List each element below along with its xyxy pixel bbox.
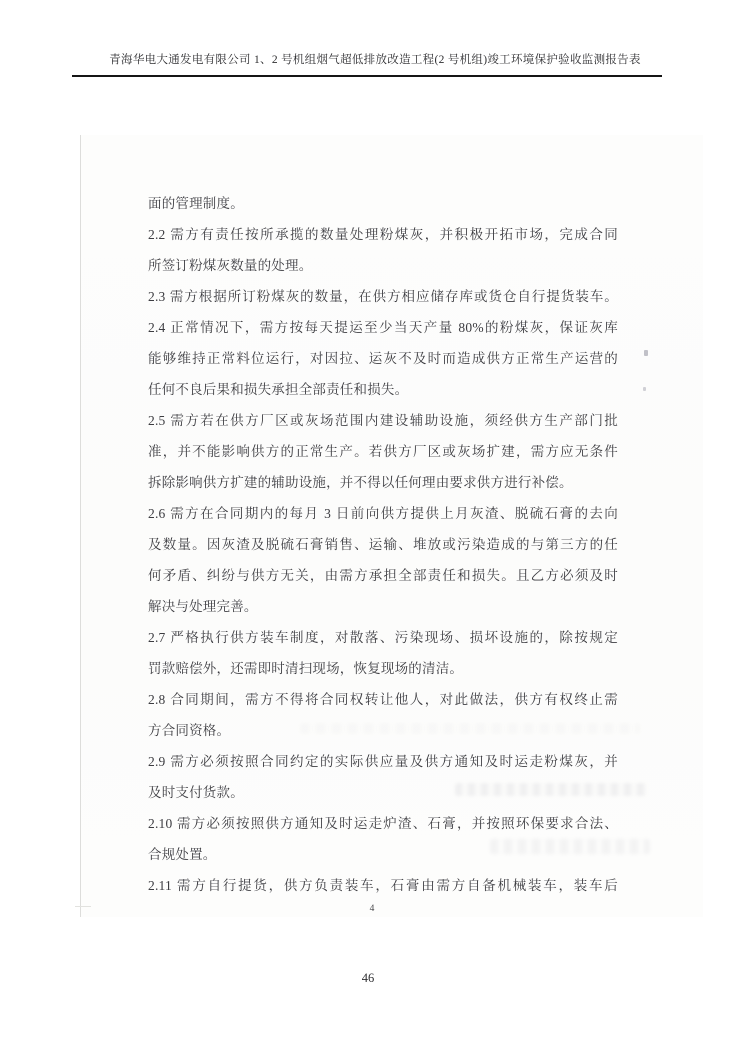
bleed-through-artifact xyxy=(455,783,647,796)
document-line: 能够维持正常料位运行，对因拉、运灰不及时而造成供方正常生产运营的 xyxy=(148,351,618,366)
scan-speck xyxy=(644,350,648,356)
report-header-title: 青海华电大通发电有限公司 1、2 号机组烟气超低排放改造工程(2 号机组)竣工环境保护验收监测报告表 xyxy=(109,54,641,66)
document-line: 解决与处理完善。 xyxy=(148,599,258,614)
scanned-contract-page xyxy=(80,135,703,917)
document-line: 罚款赔偿外，还需即时清扫现场，恢复现场的清洁。 xyxy=(148,661,464,676)
page-number: 46 xyxy=(361,971,375,985)
document-line: 2.2 需方有责任按所承揽的数量处理粉煤灰，并积极开拓市场，完成合同 xyxy=(148,227,618,242)
document-line: 方合同资格。 xyxy=(148,723,231,738)
bleed-through-artifact xyxy=(300,723,640,734)
document-line: 2.7 严格执行供方装车制度，对散落、污染现场、损坏设施的，除按规定 xyxy=(148,630,618,645)
document-line: 2.10 需方必须按照供方通知及时运走炉渣、石膏，并按照环保要求合法、 xyxy=(148,816,618,831)
scan-speck xyxy=(643,387,646,391)
document-line: 所签订粉煤灰数量的处理。 xyxy=(148,258,313,273)
document-line: 2.11 需方自行提货，供方负责装车，石膏由需方自备机械装车，装车后 xyxy=(148,878,618,893)
document-line: 准，并不能影响供方的正常生产。若供方厂区或灰场扩建，需方应无条件 xyxy=(148,444,618,459)
document-line: 2.5 需方若在供方厂区或灰场范围内建设辅助设施，须经供方生产部门批 xyxy=(148,413,618,428)
document-line: 何矛盾、纠纷与供方无关，由需方承担全部责任和损失。且乙方必须及时 xyxy=(148,568,618,583)
bleed-through-artifact xyxy=(490,839,650,854)
header-rule xyxy=(72,75,662,77)
document-line: 合规处置。 xyxy=(148,847,217,862)
document-line: 及数量。因灰渣及脱硫石膏销售、运输、堆放或污染造成的与第三方的任 xyxy=(148,537,618,552)
document-line: 2.8 合同期间，需方不得将合同权转让他人，对此做法，供方有权终止需 xyxy=(148,692,618,707)
document-line: 2.6 需方在合同期内的每月 3 日前向供方提供上月灰渣、脱硫石膏的去向 xyxy=(148,506,618,521)
document-line: 面的管理制度。 xyxy=(148,196,244,211)
document-line: 拆除影响供方扩建的辅助设施，并不得以任何理由要求供方进行补偿。 xyxy=(148,475,573,490)
document-line: 2.4 正常情况下，需方按每天提运至少当天产量 80%的粉煤灰，保证灰库 xyxy=(148,320,618,335)
document-line: 任何不良后果和损失承担全部责任和损失。 xyxy=(148,382,409,397)
document-line: 2.9 需方必须按照合同约定的实际供应量及供方通知及时运走粉煤灰，并 xyxy=(148,754,618,769)
inner-page-number: 4 xyxy=(369,904,375,914)
document-line: 2.3 需方根据所订粉煤灰的数量，在供方相应储存库或货仓自行提货装车。 xyxy=(148,289,618,304)
document-line: 及时支付货款。 xyxy=(148,785,244,800)
